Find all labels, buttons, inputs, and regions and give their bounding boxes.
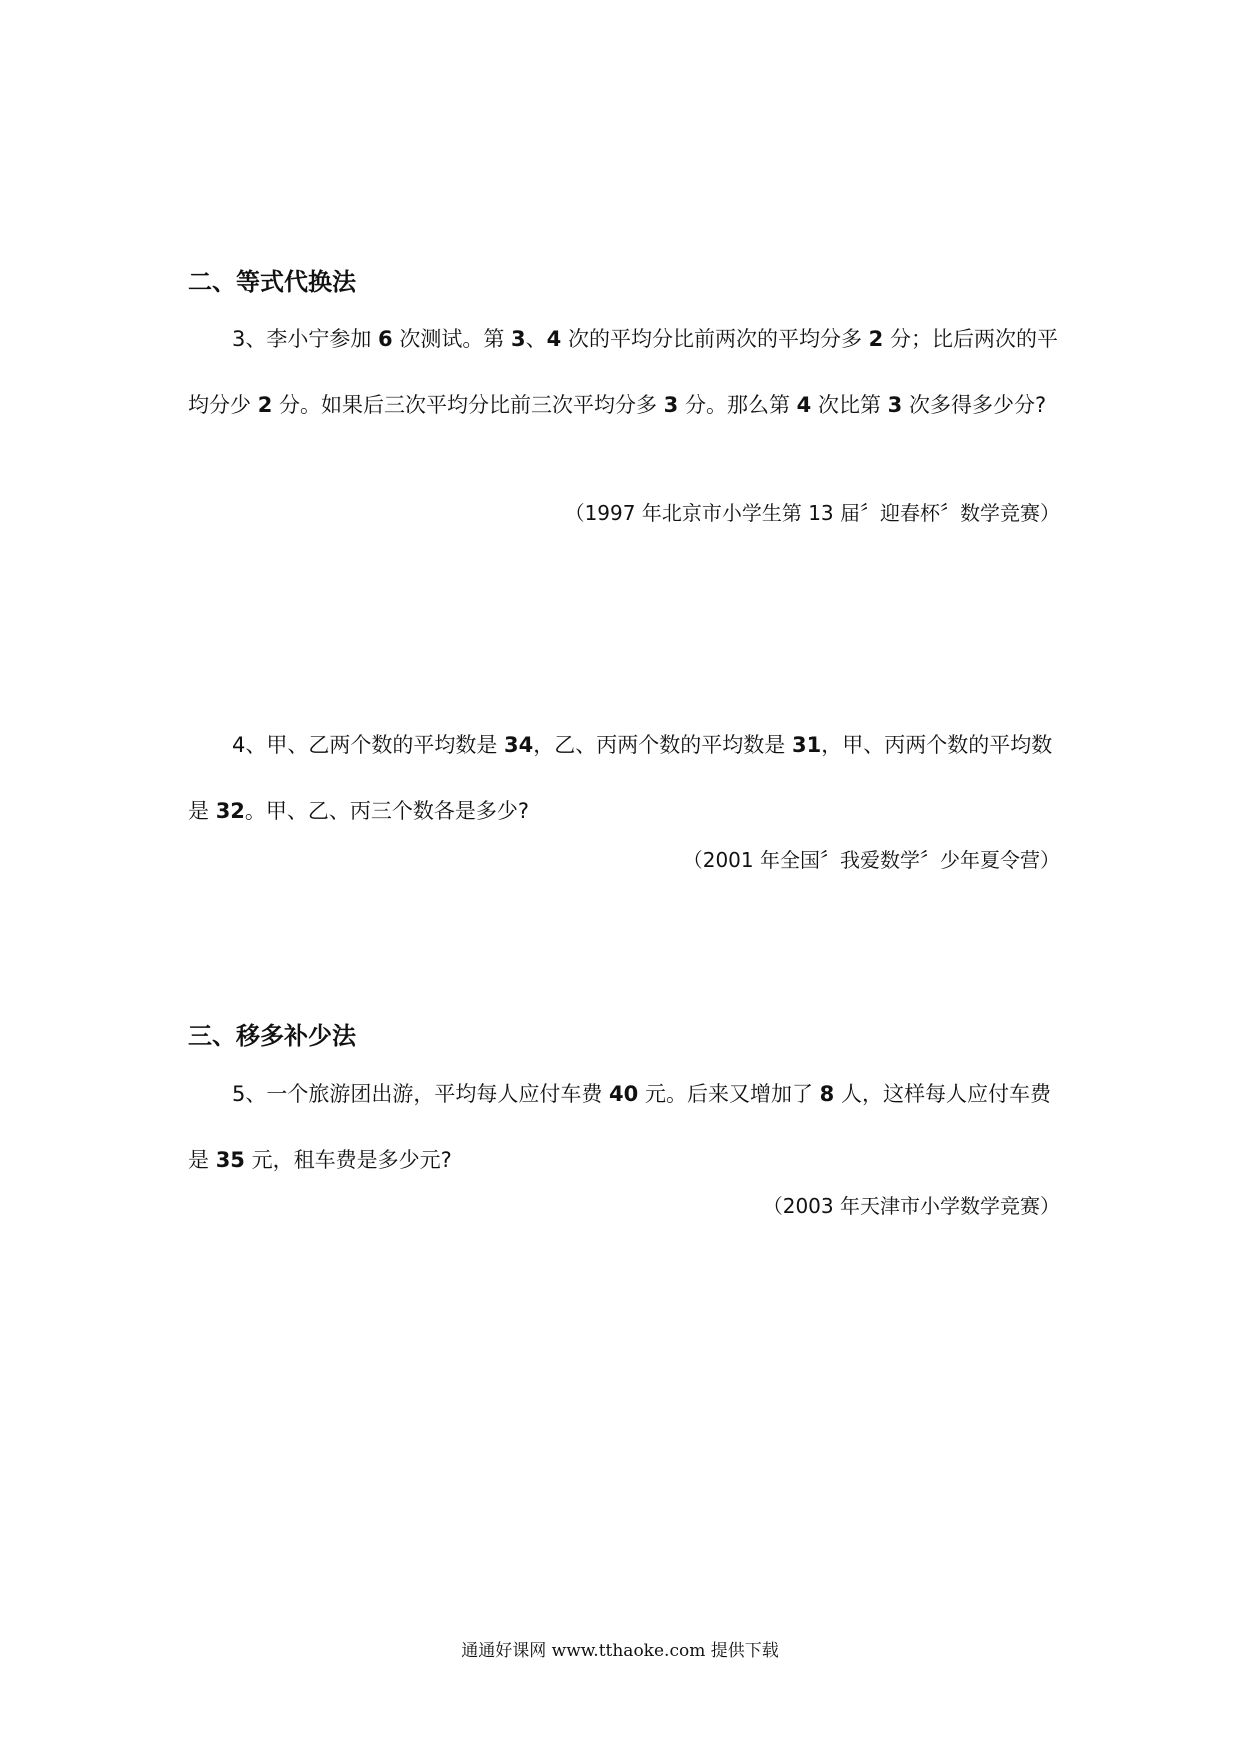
problem-text-run: 次测试。第: [392, 327, 512, 351]
problem-number: 2: [868, 327, 884, 351]
problem-number: 40: [609, 1082, 639, 1106]
problem-text-run: 。甲、乙、丙三个数各是多少?: [244, 799, 530, 823]
problem-text-run: 分；比后两次的平均分少: [188, 327, 1058, 417]
problem-text-run: 5、一个旅游团出游，平均每人应付车费: [232, 1082, 610, 1106]
problem-text-run: ，甲、丙两个数的平均数是: [188, 733, 1053, 823]
problem-number: 32: [215, 799, 245, 823]
problem-number: 3: [511, 327, 526, 351]
problem-number: 6: [378, 327, 393, 351]
problem-text-run: 次多得多少分?: [902, 393, 1047, 417]
problem-source: （2003 年天津市小学数学竞赛）: [762, 1194, 1060, 1218]
problem-text-run: 分。那么第: [678, 393, 797, 417]
problem-number: 34: [504, 733, 534, 757]
problem-text-run: 、: [525, 327, 547, 351]
problem-text-run: ，乙、丙两个数的平均数是: [533, 733, 792, 757]
problem-text-run: 4、甲、乙两个数的平均数是: [232, 733, 505, 757]
section-heading: 二、等式代换法: [188, 268, 356, 296]
problem-text-run: 分。如果后三次平均分比前三次平均分多: [272, 393, 664, 417]
problem-number: 4: [796, 393, 812, 417]
problem-text-run: 次的平均分比前两次的平均分多: [561, 327, 869, 351]
problem-number: 31: [791, 733, 822, 757]
problem-number: 3: [887, 393, 903, 417]
problem-text: [188, 1061, 1060, 1193]
problem-source: （2001 年全国〞我爱数学〞少年夏令营）: [682, 848, 1060, 872]
problem-number: 35: [215, 1148, 245, 1172]
problem-number: 8: [819, 1082, 835, 1106]
problem-number: 3: [663, 393, 679, 417]
problem-text-run: 次比第: [811, 393, 888, 417]
problem-text-run: 元。后来又增加了: [638, 1082, 820, 1106]
footer-credit: 通通好课网 www.tthaoke.com 提供下载: [461, 1641, 779, 1661]
problem-number: 2: [257, 393, 273, 417]
problem-text: [188, 712, 1060, 844]
problem-text-run: 人，这样每人应付车费是: [188, 1082, 1051, 1172]
problem-source: （1997 年北京市小学生第 13 届〞迎春杯〞数学竞赛）: [564, 501, 1060, 525]
problem-text-run: 元，租车费是多少元?: [244, 1148, 452, 1172]
problem-text: [188, 306, 1060, 438]
problem-text-run: 3、李小宁参加: [232, 327, 379, 351]
problem-number: 4: [546, 327, 562, 351]
section-heading: 三、移多补少法: [188, 1022, 356, 1050]
